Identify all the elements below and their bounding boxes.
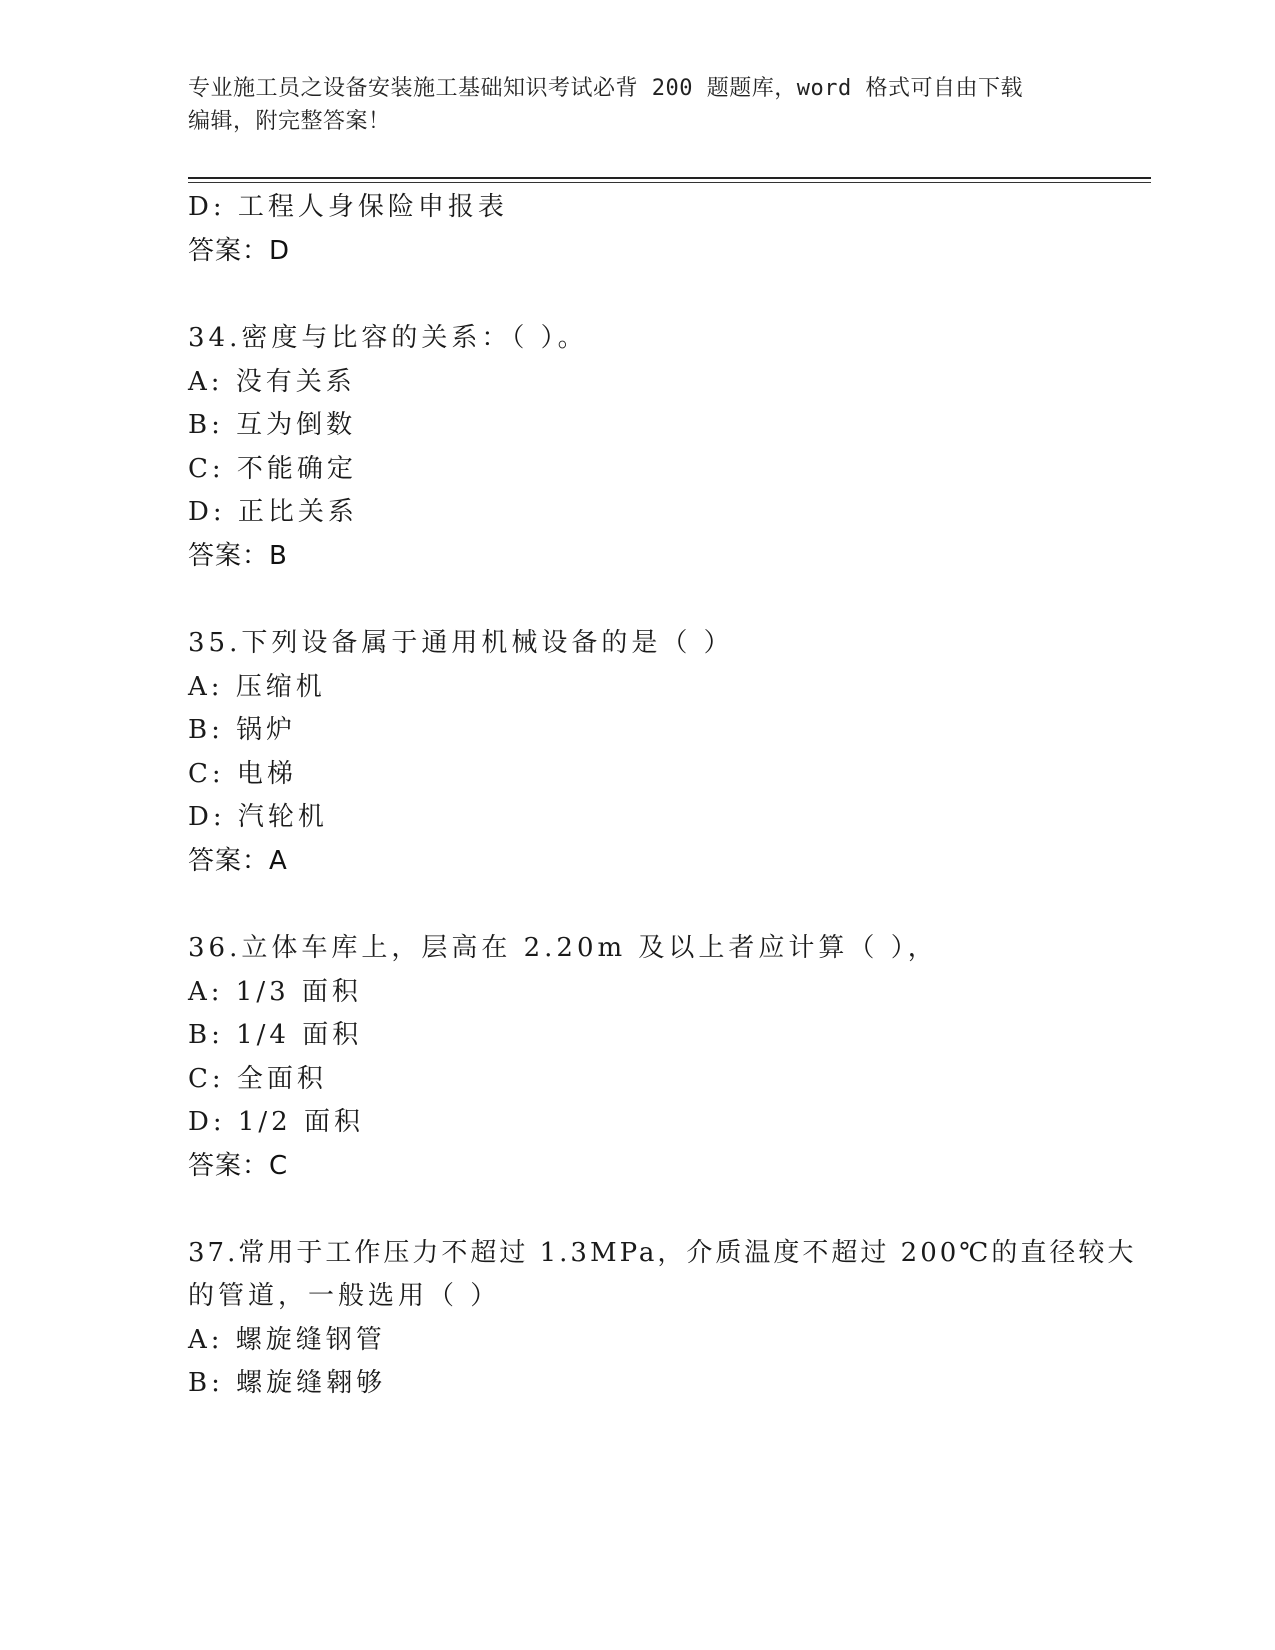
question-35-option-d: D: 汽轮机 <box>188 802 328 832</box>
header-divider-thick <box>188 177 1151 179</box>
prev-option-d: D: 工程人身保险申报表 <box>188 192 508 222</box>
header-divider-thin <box>188 182 1151 183</box>
question-36-option-d: D: 1/2 面积 <box>188 1107 364 1137</box>
question-36-answer: 答案：C <box>188 1151 289 1181</box>
question-36-option-a: A: 1/3 面积 <box>188 977 362 1007</box>
question-34-option-c: C: 不能确定 <box>188 454 357 484</box>
question-36-stem: 36.立体车库上，层高在 2.20m 及以上者应计算（ ）， <box>188 933 938 963</box>
question-35-option-c: C: 电梯 <box>188 759 297 789</box>
question-37-stem-line-2: 的管道，一般选用（ ） <box>188 1281 501 1311</box>
document-header <box>188 72 1088 138</box>
question-37-stem-line-1: 37.常用于工作压力不超过 1.3MPa，介质温度不超过 200℃的直径较大 <box>188 1238 1137 1268</box>
question-34-answer: 答案：B <box>188 541 288 571</box>
question-35-option-a: A: 压缩机 <box>188 672 326 702</box>
question-34-option-b: B: 互为倒数 <box>188 410 357 440</box>
question-35-stem: 35.下列设备属于通用机械设备的是（ ） <box>188 628 734 658</box>
question-36-option-c: C: 全面积 <box>188 1064 327 1094</box>
prev-answer: 答案：D <box>188 236 291 266</box>
question-34-option-a: A: 没有关系 <box>188 367 356 397</box>
question-34-option-d: D: 正比关系 <box>188 497 358 527</box>
header-line-2: 编辑，附完整答案！ <box>188 109 391 134</box>
question-36-option-b: B: 1/4 面积 <box>188 1020 363 1050</box>
question-35-option-b: B: 锅炉 <box>188 715 297 745</box>
header-line-1: 专业施工员之设备安装施工基础知识考试必背 200 题题库，word 格式可自由下载 <box>188 76 1023 101</box>
question-37-option-b: B: 螺旋缝翱够 <box>188 1368 387 1398</box>
question-37-option-a: A: 螺旋缝钢管 <box>188 1325 386 1355</box>
question-35-answer: 答案：A <box>188 846 288 876</box>
question-34-stem: 34.密度与比容的关系：（ ）。 <box>188 323 588 353</box>
